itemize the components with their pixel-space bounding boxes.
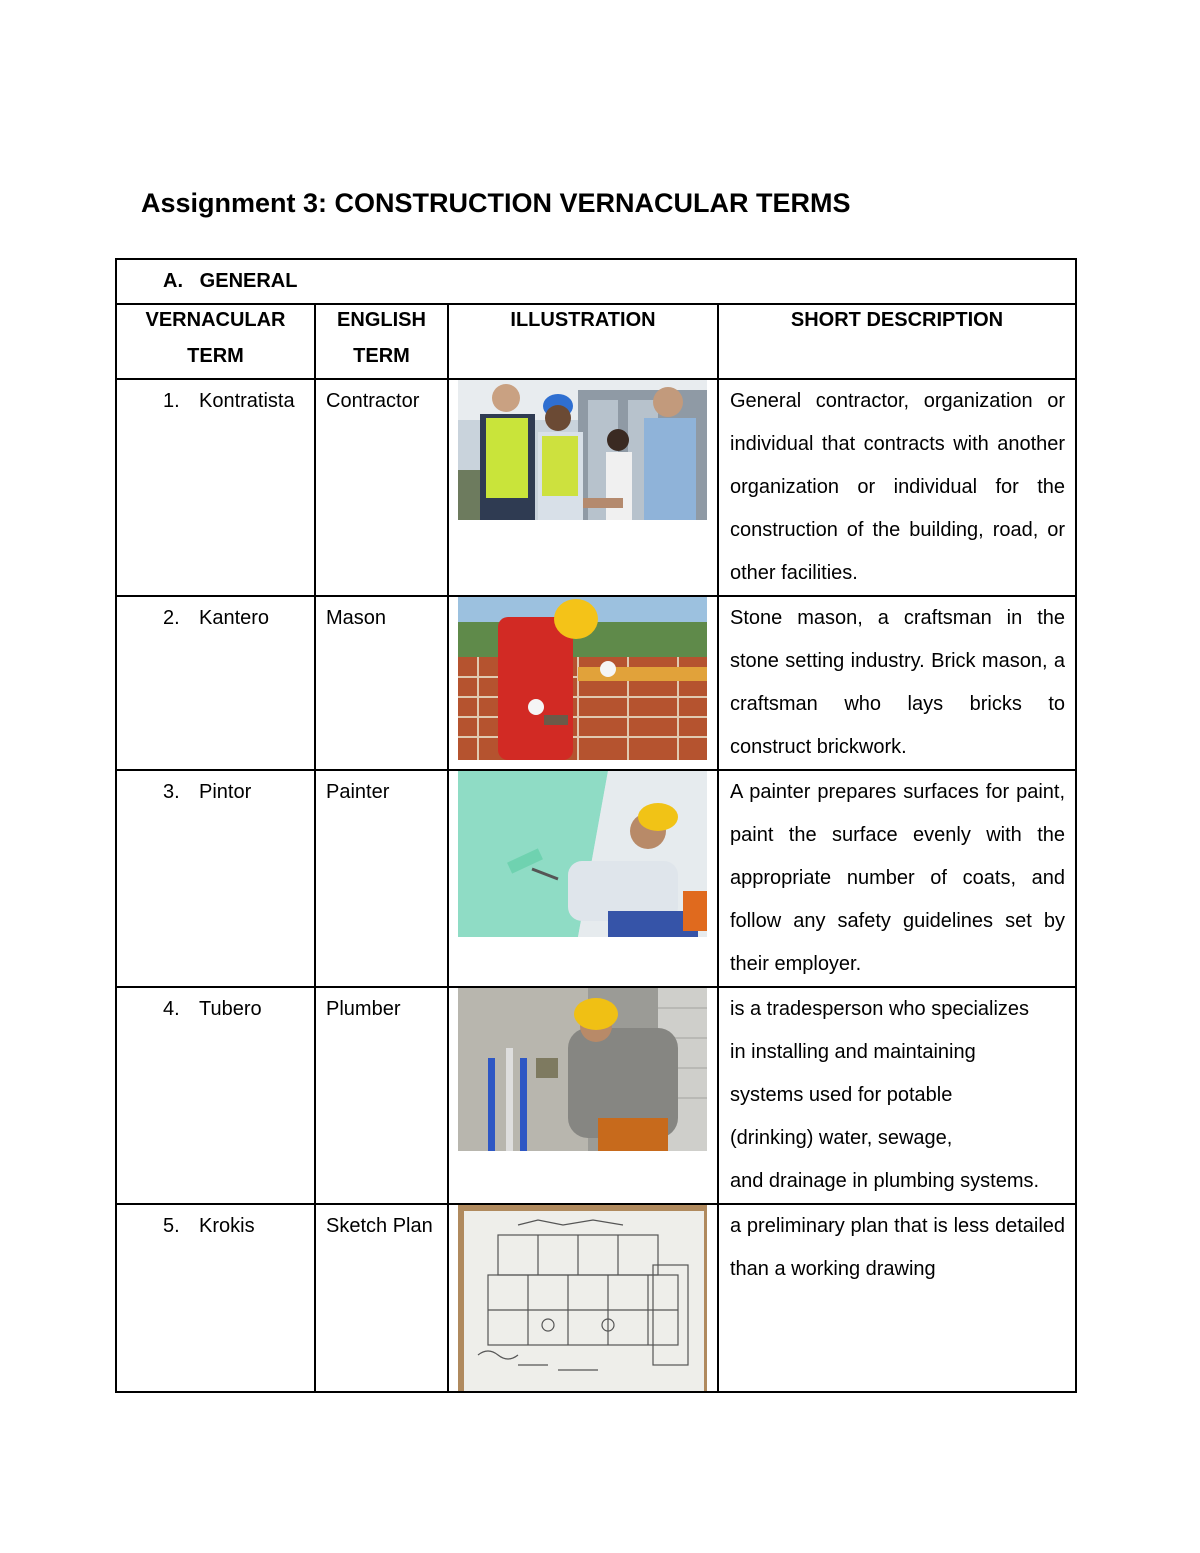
vernacular-term: Tubero (199, 998, 262, 1020)
english-term: Mason (315, 596, 448, 770)
vernacular-term: Pintor (199, 781, 252, 803)
contractors-meeting-photo (458, 380, 707, 520)
illustration-cell (448, 379, 718, 596)
vernacular-term: Kantero (199, 607, 270, 629)
row-number: 5. (163, 1215, 180, 1237)
english-term: Painter (315, 770, 448, 987)
page-title: Assignment 3: CONSTRUCTION VERNACULAR TERMS (141, 188, 851, 218)
table-row (116, 596, 1076, 770)
description-line: systems used for potable (730, 1084, 953, 1106)
description-line: (drinking) water, sewage, (730, 1127, 953, 1149)
vernacular-term-cell (116, 379, 315, 596)
row-number: 3. (163, 781, 180, 803)
row-number: 1. (163, 390, 180, 412)
section-letter: A. (163, 270, 183, 292)
vernacular-term-cell (116, 1204, 315, 1392)
short-description: a preliminary plan that is less detailed than a working drawing (718, 1204, 1076, 1392)
illustration-cell (448, 1204, 718, 1392)
terms-table (115, 258, 1077, 1393)
section-heading (116, 259, 1076, 304)
description-line: is a tradesperson who specializes (730, 998, 1030, 1020)
header-english-term (315, 304, 448, 379)
section-label: GENERAL (199, 270, 298, 292)
vernacular-term: Kontratista (199, 390, 295, 412)
header-illustration-label: ILLUSTRATION (510, 309, 656, 331)
header-english-line1: ENGLISH (337, 309, 426, 331)
illustration-cell (448, 987, 718, 1204)
table-row (116, 987, 1076, 1204)
mason-laying-bricks-photo (458, 597, 707, 760)
english-term: Plumber (315, 987, 448, 1204)
plumber-fixing-pipes-photo (458, 988, 707, 1151)
table-row (116, 770, 1076, 987)
row-number: 4. (163, 998, 180, 1020)
header-vernacular-line1: VERNACULAR (145, 309, 286, 331)
short-description (718, 987, 1076, 1204)
header-vernacular-term (116, 304, 315, 379)
header-english-line2: TERM (353, 345, 410, 367)
table-row (116, 1204, 1076, 1392)
header-row (116, 304, 1076, 379)
vernacular-term-cell (116, 770, 315, 987)
description-line: and drainage in plumbing systems. (730, 1170, 1040, 1192)
english-term: Contractor (315, 379, 448, 596)
section-row (116, 259, 1076, 304)
illustration-cell (448, 770, 718, 987)
vernacular-term: Krokis (199, 1215, 255, 1237)
short-description: A painter prepares surfaces for paint, paint the surface evenly with the appropriate number of coats, and follow any safety guidelines set by their employer. (718, 770, 1076, 987)
row-number: 2. (163, 607, 180, 629)
header-short-description (718, 304, 1076, 379)
short-description: Stone mason, a craftsman in the stone setting industry. Brick mason, a craftsman who lays bricks to construct brickwork. (718, 596, 1076, 770)
header-illustration (448, 304, 718, 379)
painter-rolling-wall-photo (458, 771, 707, 937)
vernacular-term-cell (116, 987, 315, 1204)
description-line: in installing and maintaining (730, 1041, 976, 1063)
header-description-label: SHORT DESCRIPTION (790, 309, 1004, 331)
sketch-plan-drawing-photo (458, 1205, 707, 1391)
illustration-cell (448, 596, 718, 770)
vernacular-term-cell (116, 596, 315, 770)
short-description: General contractor, organization or individual that contracts with another organization or individual for the construction of the building, road, or other facilities. (718, 379, 1076, 596)
header-vernacular-line2: TERM (187, 345, 244, 367)
table-row (116, 379, 1076, 596)
english-term: Sketch Plan (315, 1204, 448, 1392)
